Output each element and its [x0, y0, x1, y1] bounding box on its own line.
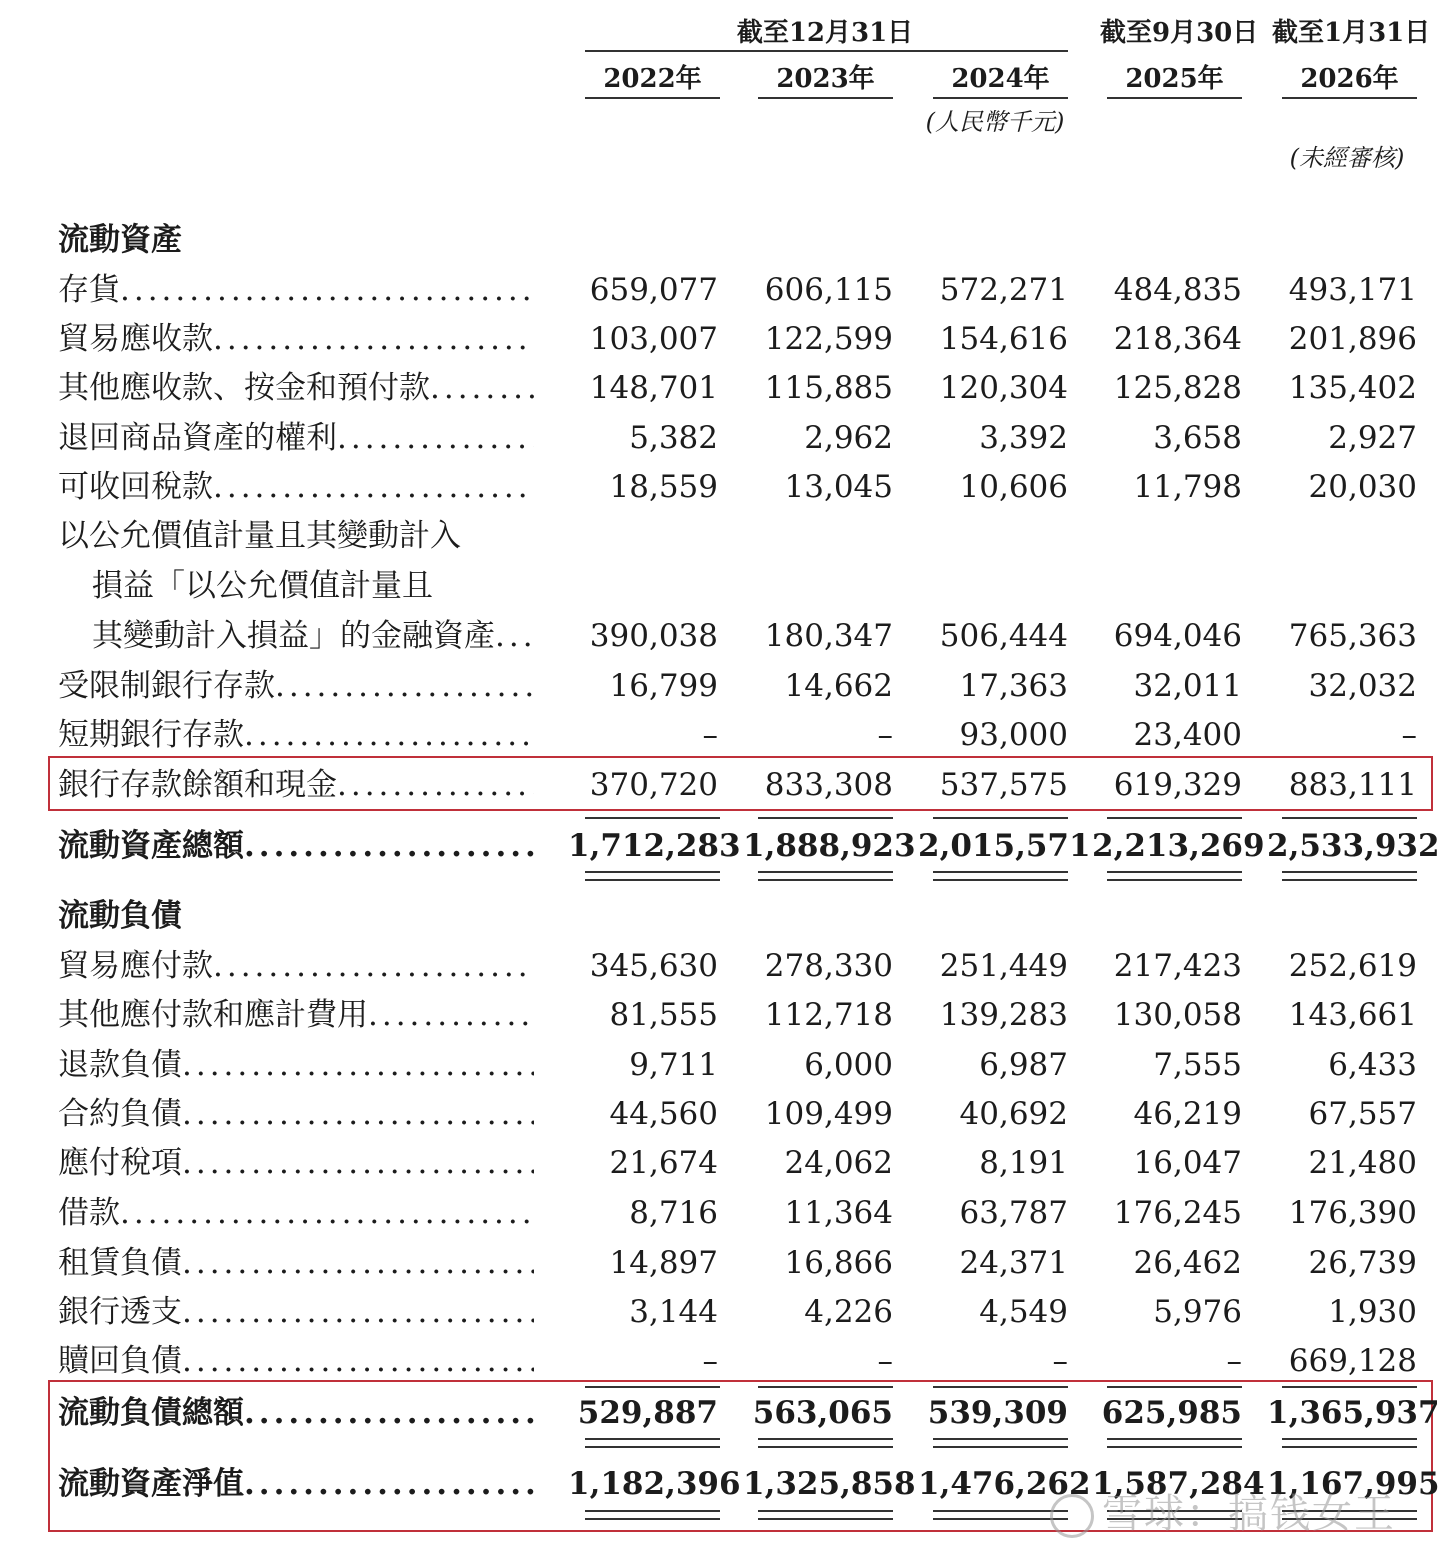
row-label: 合約負債 ..... — [58, 1094, 534, 1134]
cell-2022: 9,711 — [629, 1047, 718, 1083]
cell-2025: 218,364 — [1113, 321, 1242, 357]
table-row — [0, 1341, 1440, 1385]
year-header-2024: 2024年 — [951, 64, 1050, 94]
cell-2024: 4,549 — [979, 1294, 1068, 1330]
cell-2024: 139,283 — [939, 997, 1068, 1033]
cell-2023: – — [877, 1343, 893, 1379]
table-row-fvtpl-line1 — [0, 516, 1440, 560]
cell-2026: 21,480 — [1308, 1145, 1417, 1181]
table-row-total-current-liabilities — [0, 1393, 1440, 1437]
cell-2024: 1,476,262 — [918, 1466, 1091, 1502]
row-label: 流動資產總額 ..... — [58, 826, 534, 866]
cell-2022: 1,712,283 — [568, 828, 741, 864]
table-row — [0, 467, 1440, 511]
row-label: 借款 ..... — [58, 1193, 534, 1233]
cell-2023: 606,115 — [764, 272, 893, 308]
table-row-fvtpl-line2 — [0, 566, 1440, 610]
double-rule-2022 — [585, 871, 720, 881]
year-header-2026: 2026年 — [1300, 64, 1399, 94]
cell-2026: 26,739 — [1308, 1245, 1417, 1281]
subtotal-rule-2022 — [585, 1386, 720, 1388]
row-label: 租賃負債 ..... — [58, 1243, 534, 1283]
cell-2023: 11,364 — [784, 1195, 893, 1231]
table-row-fvtpl — [0, 616, 1440, 660]
watermark: 雪球：搞钱女王 — [1050, 1482, 1396, 1539]
cell-2026: 2,927 — [1328, 420, 1417, 456]
cell-2023: 16,866 — [784, 1245, 893, 1281]
cell-2022: 16,799 — [609, 668, 718, 704]
year-rule-2026 — [1282, 97, 1417, 99]
cell-2024: 539,309 — [927, 1395, 1068, 1431]
cell-2025: – — [1226, 1343, 1242, 1379]
cell-2024: 17,363 — [959, 668, 1068, 704]
subtotal-rule-2026 — [1282, 1386, 1417, 1388]
header-group-dec: 截至12月31日 — [736, 18, 914, 48]
cell-2024: 3,392 — [979, 420, 1068, 456]
table-row — [0, 1045, 1440, 1089]
cell-2023: 14,662 — [784, 668, 893, 704]
subtotal-rule-2022 — [585, 817, 720, 819]
double-rule-2024 — [933, 871, 1068, 881]
double-rule-2026 — [1282, 1438, 1417, 1448]
row-label: 流動負債總額 ..... — [58, 1393, 534, 1433]
cell-2024: 251,449 — [939, 948, 1068, 984]
cell-2024: 24,371 — [959, 1245, 1068, 1281]
row-label: 貿易應付款 ..... — [58, 946, 534, 986]
double-rule-2023 — [758, 1510, 893, 1520]
cell-2026: 201,896 — [1288, 321, 1417, 357]
cell-2025: 217,423 — [1113, 948, 1242, 984]
row-label: 以公允價值計量且其變動計入 — [58, 518, 461, 554]
year-header-2025: 2025年 — [1125, 64, 1224, 94]
cell-2026: – — [1401, 717, 1417, 753]
subtotal-rule-2023 — [758, 817, 893, 819]
year-header-2022: 2022年 — [603, 64, 702, 94]
cell-2022: 659,077 — [589, 272, 718, 308]
cell-2022: 370,720 — [589, 767, 718, 803]
cell-2026: 32,032 — [1308, 668, 1417, 704]
cell-2026: 883,111 — [1288, 767, 1417, 803]
cell-2026: 765,363 — [1288, 618, 1417, 654]
row-label: 銀行存款餘額和現金 ..... — [58, 765, 534, 805]
cell-2022: 345,630 — [589, 948, 718, 984]
cell-2025: 125,828 — [1113, 370, 1242, 406]
cell-2025: 32,011 — [1133, 668, 1242, 704]
cell-2023: 1,325,858 — [743, 1466, 916, 1502]
cell-2025: 176,245 — [1113, 1195, 1242, 1231]
table-row — [0, 1094, 1440, 1138]
cell-2024: 120,304 — [939, 370, 1068, 406]
table-row — [0, 418, 1440, 462]
cell-2022: 529,887 — [577, 1395, 718, 1431]
cell-2025: 2,213,269 — [1092, 828, 1265, 864]
cell-2025: 5,976 — [1153, 1294, 1242, 1330]
cell-2026: 176,390 — [1288, 1195, 1417, 1231]
cell-2024: 40,692 — [959, 1096, 1068, 1132]
cell-2026: 669,128 — [1288, 1343, 1417, 1379]
row-label: 短期銀行存款 ..... — [58, 715, 534, 755]
row-label: 其他應付款和應計費用 ..... — [58, 995, 534, 1035]
subtotal-rule-2024 — [933, 1386, 1068, 1388]
double-rule-2025 — [1107, 1438, 1242, 1448]
subtotal-rule-2024 — [933, 817, 1068, 819]
year-header-2023: 2023年 — [776, 64, 875, 94]
table-row — [0, 1292, 1440, 1336]
row-label: 銀行透支 ..... — [58, 1292, 534, 1332]
cell-2024: – — [1052, 1343, 1068, 1379]
row-label: 受限制銀行存款 ..... — [58, 666, 534, 706]
cell-2022: 14,897 — [609, 1245, 718, 1281]
cell-2026: 252,619 — [1288, 948, 1417, 984]
double-rule-2024 — [933, 1510, 1068, 1520]
table-row — [0, 1143, 1440, 1187]
cell-2023: 563,065 — [752, 1395, 893, 1431]
cell-2024: 572,271 — [939, 272, 1068, 308]
cell-2024: 8,191 — [979, 1145, 1068, 1181]
cell-2023: 180,347 — [764, 618, 893, 654]
snowball-logo-icon — [1050, 1494, 1094, 1538]
double-rule-2026 — [1282, 871, 1417, 881]
double-rule-2025 — [1107, 871, 1242, 881]
cell-2022: 18,559 — [609, 469, 718, 505]
year-rule-2025 — [1107, 97, 1242, 99]
unaudited-note: (未經審核) — [1289, 144, 1405, 172]
cell-2024: 154,616 — [939, 321, 1068, 357]
header-group-sep: 截至9月30日 — [1100, 18, 1259, 48]
cell-2023: 4,226 — [804, 1294, 893, 1330]
cell-2023: 122,599 — [764, 321, 893, 357]
cell-2026: 2,533,932 — [1267, 828, 1440, 864]
cell-2024: 2,015,571 — [918, 828, 1091, 864]
double-rule-2022 — [585, 1510, 720, 1520]
cell-2026: 135,402 — [1288, 370, 1417, 406]
cell-2023: 24,062 — [784, 1145, 893, 1181]
row-label: 退回商品資產的權利 ..... — [58, 418, 534, 458]
cell-2022: 1,182,396 — [568, 1466, 741, 1502]
section-title-current-assets: 流動資產 — [58, 222, 182, 258]
cell-2025: 3,658 — [1153, 420, 1242, 456]
cell-2026: 1,167,995 — [1267, 1466, 1440, 1502]
cell-2023: 109,499 — [764, 1096, 893, 1132]
cell-2023: 13,045 — [784, 469, 893, 505]
table-row — [0, 946, 1440, 990]
cell-2023: 833,308 — [764, 767, 893, 803]
cell-2024: 63,787 — [959, 1195, 1068, 1231]
cell-2026: 493,171 — [1288, 272, 1417, 308]
cell-2025: 16,047 — [1133, 1145, 1242, 1181]
cell-2024: 537,575 — [939, 767, 1068, 803]
cell-2025: 7,555 — [1153, 1047, 1242, 1083]
cell-2022: 390,038 — [589, 618, 718, 654]
row-label: 流動資產淨值 ..... — [58, 1464, 534, 1504]
section-title-current-liabilities: 流動負債 — [58, 898, 182, 934]
double-rule-2022 — [585, 1438, 720, 1448]
table-row-cash — [0, 765, 1440, 809]
cell-2023: 278,330 — [764, 948, 893, 984]
year-rule-2022 — [585, 97, 720, 99]
table-row — [0, 666, 1440, 710]
double-rule-2023 — [758, 1438, 893, 1448]
cell-2026: 143,661 — [1288, 997, 1417, 1033]
cell-2023: 1,888,923 — [743, 828, 916, 864]
double-rule-2023 — [758, 871, 893, 881]
cell-2025: 625,985 — [1101, 1395, 1242, 1431]
cell-2026: 20,030 — [1308, 469, 1417, 505]
cell-2022: 8,716 — [629, 1195, 718, 1231]
subtotal-rule-2025 — [1107, 1386, 1242, 1388]
cell-2025: 11,798 — [1133, 469, 1242, 505]
row-label: 退款負債 ..... — [58, 1045, 534, 1085]
cell-2026: 1,365,937 — [1267, 1395, 1440, 1431]
cell-2026: 67,557 — [1308, 1096, 1417, 1132]
table-row — [0, 1243, 1440, 1287]
cell-2023: 2,962 — [804, 420, 893, 456]
subtotal-rule-2026 — [1282, 817, 1417, 819]
cell-2025: 694,046 — [1113, 618, 1242, 654]
row-label: 贖回負債 ..... — [58, 1341, 534, 1381]
cell-2022: 81,555 — [609, 997, 718, 1033]
cell-2022: 148,701 — [589, 370, 718, 406]
header-group-dec-rule — [585, 50, 1068, 52]
cell-2022: 5,382 — [629, 420, 718, 456]
cell-2025: 23,400 — [1133, 717, 1242, 753]
cell-2025: 130,058 — [1113, 997, 1242, 1033]
table-row — [0, 319, 1440, 363]
cell-2024: 506,444 — [939, 618, 1068, 654]
cell-2023: 115,885 — [764, 370, 893, 406]
double-rule-2024 — [933, 1438, 1068, 1448]
table-row — [0, 995, 1440, 1039]
row-label: 損益「以公允價值計量且 — [92, 568, 433, 604]
year-rule-2023 — [758, 97, 893, 99]
table-row — [0, 368, 1440, 412]
cell-2024: 93,000 — [959, 717, 1068, 753]
header-group-jan: 截至1月31日 — [1272, 18, 1431, 48]
cell-2025: 46,219 — [1133, 1096, 1242, 1132]
cell-2025: 1,587,284 — [1092, 1466, 1265, 1502]
cell-2023: 6,000 — [804, 1047, 893, 1083]
table-row-total-current-assets — [0, 826, 1440, 870]
cell-2026: 6,433 — [1328, 1047, 1417, 1083]
cell-2022: 3,144 — [629, 1294, 718, 1330]
cell-2022: 44,560 — [609, 1096, 718, 1132]
cell-2022: 21,674 — [609, 1145, 718, 1181]
cell-2025: 484,835 — [1113, 272, 1242, 308]
cell-2023: – — [877, 717, 893, 753]
table-row — [0, 715, 1440, 759]
cell-2025: 26,462 — [1133, 1245, 1242, 1281]
row-label: 其他應收款、按金和預付款 ..... — [58, 368, 534, 408]
row-label: 可收回稅款 ..... — [58, 467, 534, 507]
table-row — [0, 1193, 1440, 1237]
cell-2022: 103,007 — [589, 321, 718, 357]
subtotal-rule-2023 — [758, 1386, 893, 1388]
row-label: 存貨 ..... — [58, 270, 534, 310]
cell-2024: 10,606 — [959, 469, 1068, 505]
cell-2022: – — [702, 1343, 718, 1379]
row-label: 應付稅項 ..... — [58, 1143, 534, 1183]
cell-2022: – — [702, 717, 718, 753]
cell-2026: 1,930 — [1328, 1294, 1417, 1330]
unit-note: (人民幣千元) — [925, 108, 1065, 136]
table-row — [0, 270, 1440, 314]
cell-2023: 112,718 — [764, 997, 893, 1033]
year-rule-2024 — [933, 97, 1068, 99]
row-label: 其變動計入損益」的金融資產 ..... — [92, 616, 534, 656]
cell-2025: 619,329 — [1113, 767, 1242, 803]
cell-2024: 6,987 — [979, 1047, 1068, 1083]
subtotal-rule-2025 — [1107, 817, 1242, 819]
row-label: 貿易應收款 ..... — [58, 319, 534, 359]
